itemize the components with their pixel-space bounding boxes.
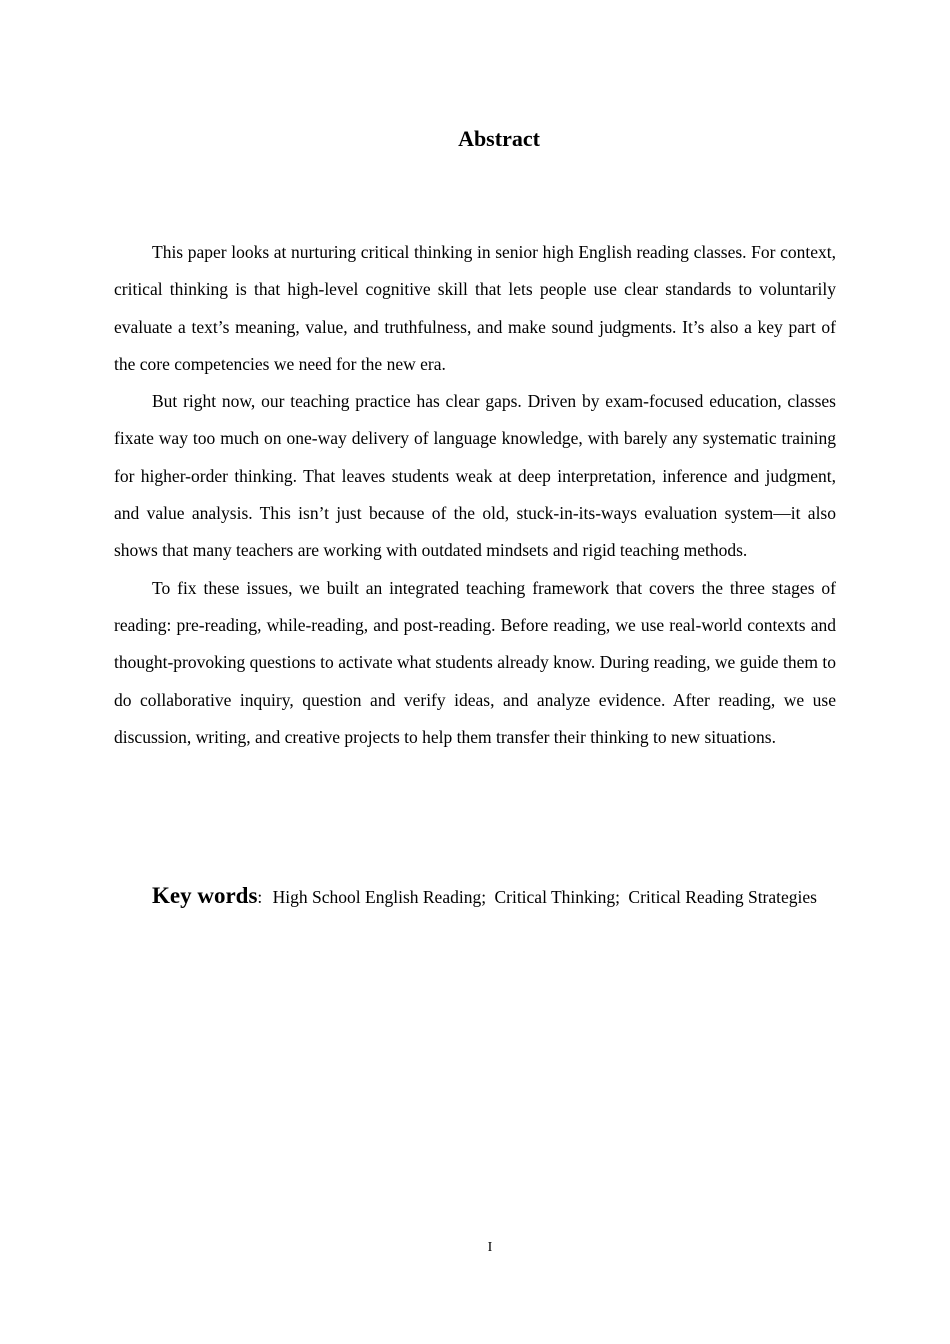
keyword-item: Critical Reading Strategies xyxy=(628,887,817,907)
keyword-item: High School English Reading; xyxy=(272,887,487,907)
keywords-separator: : xyxy=(257,887,263,907)
page-title: Abstract xyxy=(458,126,540,151)
abstract-body xyxy=(114,234,836,756)
abstract-paragraph-3: To fix these issues, we built an integrated teaching framework that covers the three stages of reading: pre-reading, while-reading, and post-reading. Before reading, we use real-world contexts and thought-provoking questions to activate what students already know. During reading, we guide them to do collaborative inquiry, question and verify ideas, and analyze evidence. After reading, we use discussion, writing, and creative projects to help them transfer their thinking to new situations. xyxy=(114,577,836,747)
keywords-line xyxy=(114,872,836,921)
keywords-label: Key words xyxy=(152,883,258,908)
abstract-paragraph-1: This paper looks at nurturing critical thinking in senior high English reading classes. For context, critical thinking is that high-level cognitive skill that lets people use clear standards to voluntarily evaluate a text’s meaning, value, and truthfulness, and make sound judgments. It’s also a key part of the core competencies we need for the new era. xyxy=(114,242,836,374)
abstract-paragraph-2: But right now, our teaching practice has clear gaps. Driven by exam-focused education, classes fixate way too much on one-way delivery of language knowledge, with barely any systematic training for higher-order thinking. That leaves students weak at deep interpretation, inference and judgment, and value analysis. This isn’t just because of the old, stuck-in-its-ways evaluation system—it also shows that many teachers are working with outdated mindsets and rigid teaching methods. xyxy=(114,391,836,561)
keyword-item: Critical Thinking; xyxy=(494,887,621,907)
page-number: I xyxy=(487,1240,493,1255)
